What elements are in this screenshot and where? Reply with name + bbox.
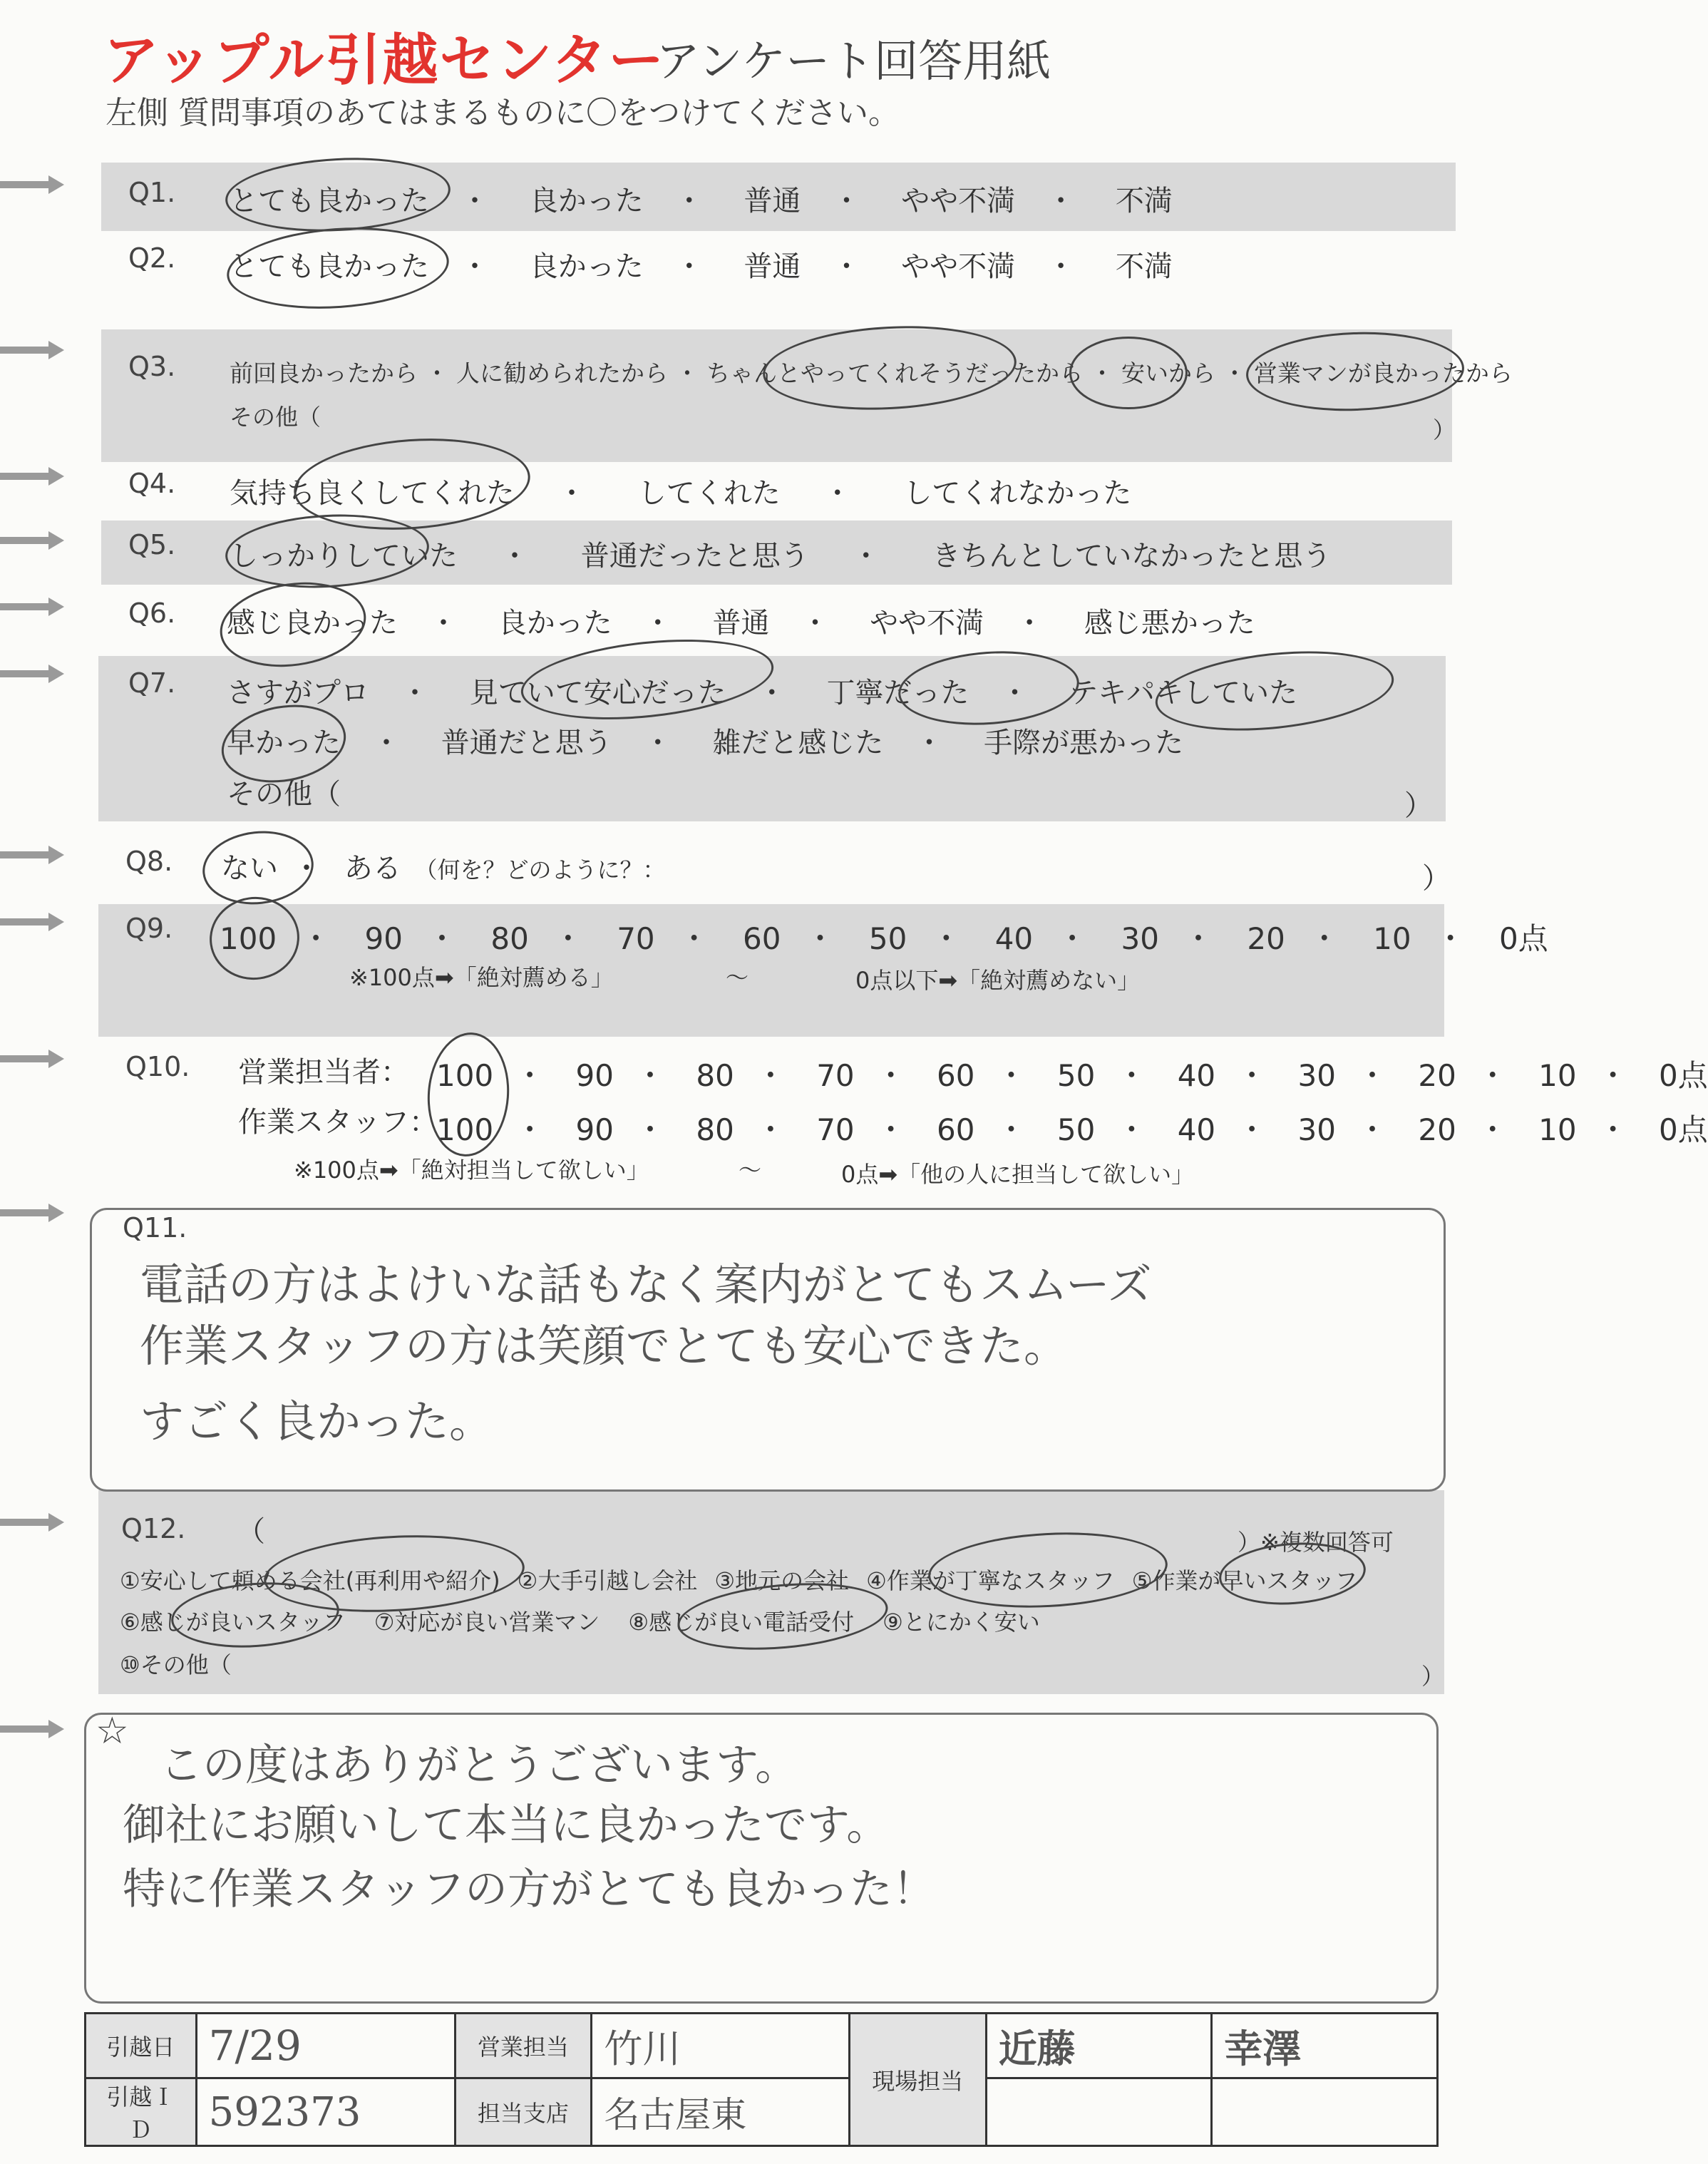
q10-label: Q10. (125, 1051, 190, 1082)
q12-option[interactable]: ④作業が丁寧なスタッフ (866, 1567, 1115, 1594)
q11-handwriting-line: 電話の方はよけいな話もなく案内がとてもスムーズ (140, 1258, 1152, 1311)
q10-sales-score[interactable]: 80 (696, 1058, 734, 1093)
q7-option[interactable]: 雑だと感じた (712, 727, 884, 759)
margin-arrow-icon (0, 1204, 66, 1222)
move-id-handwriting: 592373 (208, 2088, 361, 2135)
branch-handwriting: 名古屋東 (604, 2094, 747, 2135)
q6-option[interactable]: やや不満 (870, 607, 984, 640)
q10-sales-score[interactable]: 70 (816, 1058, 855, 1093)
q12-option[interactable]: ⑥感じが良いスタッフ (120, 1609, 346, 1636)
q9-tilde: 〜 (726, 964, 749, 991)
q12-option[interactable]: ⑤作業が早いスタッフ (1131, 1567, 1358, 1594)
q9-score[interactable]: 30 (1121, 921, 1159, 956)
footer-table (84, 2012, 1439, 2147)
q1-option[interactable]: 普通 (744, 185, 801, 217)
q6-option[interactable]: 普通 (712, 607, 770, 640)
q5-options: しっかりしていた ・ 普通だったと思う ・ きちんとしていなかったと思う (230, 533, 1331, 574)
q3-options[interactable]: 前回良かったから ・ 人に勧められたから ・ ちゃんとやってくれそうだったから ・ 安いから ・ 営業マンが良かったから (230, 359, 1513, 387)
q10-staff-score[interactable]: 10 (1538, 1112, 1577, 1147)
q10-sales-score[interactable]: 10 (1538, 1058, 1577, 1093)
site-staff-label: 現場担当 (849, 2014, 986, 2146)
sales-rep-handwriting: 竹川 (604, 2026, 681, 2071)
q10-note-left: ※100点➡「絶対担当して欲しい」 (294, 1157, 649, 1184)
q10-staff-score[interactable]: 0点 (1659, 1112, 1708, 1147)
q10-staff-score[interactable]: 70 (816, 1112, 855, 1147)
q12-label: Q12. (121, 1513, 186, 1544)
q12-row3[interactable]: ⑩その他（ (120, 1651, 232, 1678)
site-staff-value-2[interactable] (1212, 2014, 1438, 2078)
q10-sales-score[interactable]: 20 (1418, 1058, 1456, 1093)
margin-arrow-icon (0, 175, 66, 194)
q10-sales-label: 営業担当者： (238, 1056, 409, 1089)
q7-close: ） (1404, 789, 1433, 822)
q10-staff-score[interactable]: 60 (937, 1112, 975, 1147)
margin-arrow-icon (0, 1050, 66, 1068)
q2-option[interactable]: やや不満 (901, 250, 1016, 283)
q9-score[interactable]: 90 (364, 921, 403, 956)
margin-arrow-icon (0, 1720, 66, 1738)
site-staff-empty-1[interactable] (986, 2078, 1212, 2146)
q1-option[interactable]: やや不満 (901, 185, 1016, 217)
q3-other[interactable]: その他（ (230, 404, 321, 431)
q9-note-right: 0点以下➡「絶対薦めない」 (855, 967, 1141, 994)
margin-arrow-icon (0, 531, 66, 550)
q10-staff-score[interactable]: 20 (1418, 1112, 1456, 1147)
q5-option[interactable]: しっかりしていた (230, 540, 458, 573)
q7-other[interactable]: その他（ (227, 778, 341, 811)
q1-option[interactable]: 不満 (1115, 185, 1173, 217)
q7-option[interactable]: 普通だと思う (441, 727, 612, 759)
margin-arrow-icon (0, 913, 66, 931)
q4-option[interactable]: してくれなかった (903, 477, 1132, 510)
margin-arrow-icon (0, 341, 66, 359)
move-date-label: 引越日 (86, 2014, 197, 2078)
q9-score[interactable]: 80 (490, 921, 529, 956)
q2-option[interactable]: 普通 (744, 250, 801, 283)
move-id-label: 引越ＩＤ (86, 2078, 197, 2146)
q10-sales-score[interactable]: 90 (575, 1058, 614, 1093)
q7-option[interactable]: さすがプロ (227, 677, 369, 709)
q10-sales-score[interactable]: 40 (1177, 1058, 1216, 1093)
q10-staff-score[interactable]: 80 (696, 1112, 734, 1147)
q9-score[interactable]: 40 (994, 921, 1034, 956)
q7-option[interactable]: 早かった (227, 727, 341, 759)
q12-option[interactable]: ①安心して頼める会社(再利用や紹介) (120, 1567, 500, 1594)
q7-option[interactable]: 手際が悪かった (984, 727, 1184, 759)
q7-option[interactable]: テキパキしていた (1069, 677, 1298, 709)
site-staff-handwriting: 幸澤 (1224, 2025, 1302, 2071)
sales-rep-label: 営業担当 (455, 2014, 592, 2078)
q2-option[interactable]: 良かった (529, 250, 644, 283)
q10-staff-scale: 100 ・ 90 ・ 80 ・ 70 ・ 60 ・ 50 ・ 40 ・ 30 ・ 20 ・ 10 ・ 0点 (436, 1107, 1708, 1149)
q11-handwriting-line: 作業スタッフの方は笑顔でとても安心できた。 (140, 1320, 1069, 1372)
form-title: アンケート回答用紙 (656, 35, 1051, 87)
q10-sales-score[interactable]: 30 (1297, 1058, 1336, 1093)
q10-staff-score[interactable]: 40 (1177, 1112, 1216, 1147)
comment-handwriting-line: 特に作業スタッフの方がとても良かった！ (123, 1865, 935, 1914)
q3-band (101, 329, 1452, 462)
site-staff-handwriting: 近藤 (998, 2025, 1076, 2071)
q6-option[interactable]: 感じ悪かった (1084, 607, 1255, 640)
q4-options: 気持ち良くしてくれた ・ してくれた ・ してくれなかった (230, 471, 1131, 511)
q12-option[interactable]: ⑦対応が良い営業マン (374, 1609, 600, 1636)
q9-score[interactable]: 0点 (1499, 921, 1548, 956)
q12-note: ）※複数回答可 (1238, 1529, 1394, 1556)
q10-staff-score[interactable]: 30 (1297, 1112, 1336, 1147)
brand-title: アップル引越センター (103, 29, 666, 93)
q10-staff-score[interactable]: 90 (575, 1112, 614, 1147)
move-date-value[interactable] (196, 2014, 455, 2078)
q8-close: ） (1422, 862, 1451, 895)
q1-option[interactable]: とても良かった (230, 185, 429, 217)
q11-label: Q11. (123, 1212, 187, 1243)
q10-note-right: 0点➡「他の人に担当して欲しい」 (841, 1161, 1195, 1188)
site-staff-value-1[interactable] (986, 2014, 1212, 2078)
q7-line1: さすがプロ ・ 見ていて安心だった ・ 丁寧だった ・ テキパキしていた (227, 670, 1297, 711)
q10-staff-score[interactable]: 100 (436, 1112, 494, 1147)
q12-close: ） (1421, 1663, 1445, 1690)
q2-option[interactable]: とても良かった (230, 250, 429, 283)
q12-option[interactable]: ②大手引越し会社 (517, 1567, 698, 1594)
q12-option[interactable]: ③地元の会社 (714, 1567, 850, 1594)
q9-score[interactable]: 100 (220, 921, 277, 956)
margin-arrow-icon (0, 598, 66, 616)
q9-score[interactable]: 10 (1373, 921, 1411, 956)
q12-option[interactable]: ⑧感じが良い電話受付 (628, 1609, 855, 1636)
q7-option[interactable]: 丁寧だった (826, 677, 969, 709)
q6-options: 感じ良かった ・ 良かった ・ 普通 ・ やや不満 ・ 感じ悪かった (227, 600, 1255, 641)
q12-option[interactable]: ⑨とにかく安い (883, 1609, 1040, 1636)
q11-handwriting-line: すごく良かった。 (140, 1395, 494, 1447)
q4-label: Q4. (128, 468, 176, 499)
instruction-text: 左側 質問事項のあてはまるものに〇をつけてください。 (106, 95, 900, 131)
q5-label: Q5. (128, 529, 176, 560)
branch-value[interactable] (592, 2078, 850, 2146)
q1-option[interactable]: 良かった (529, 185, 644, 217)
q7-line2: 早かった ・ 普通だと思う ・ 雑だと感じた ・ 手際が悪かった (227, 720, 1183, 761)
q10-sales-scale: 100 ・ 90 ・ 80 ・ 70 ・ 60 ・ 50 ・ 40 ・ 30 ・ 20 ・ 10 ・ 0点 (436, 1052, 1708, 1095)
answer-circle (1069, 337, 1188, 409)
comment-handwriting-line: この度はありがとうございます。 (160, 1740, 798, 1790)
q9-label: Q9. (125, 913, 173, 944)
q9-score[interactable]: 60 (743, 921, 781, 956)
q8-prompt[interactable]: （何を？どのように？： (414, 856, 666, 883)
q12-open: （ (237, 1515, 265, 1548)
q10-staff-score[interactable]: 50 (1056, 1112, 1096, 1147)
q5-option[interactable]: 普通だったと思う (580, 540, 809, 573)
move-date-handwriting: 7/29 (208, 2021, 302, 2070)
q3-label: Q3. (128, 351, 176, 382)
q6-option[interactable]: 感じ良かった (227, 607, 398, 640)
site-staff-empty-2[interactable] (1212, 2078, 1438, 2146)
margin-arrow-icon (0, 467, 66, 486)
q10-sales-score[interactable]: 0点 (1659, 1058, 1708, 1093)
q8-option-none[interactable]: ない (221, 852, 278, 885)
q2-options: とても良かった ・ 良かった ・ 普通 ・ やや不満 ・ 不満 (230, 244, 1173, 284)
q8-row: ない ・ ある （何を？どのように？： (221, 846, 665, 886)
q7-option[interactable]: 見ていて安心だった (469, 677, 726, 709)
margin-arrow-icon (0, 1513, 66, 1532)
q4-option[interactable]: 気持ち良くしてくれた (230, 477, 515, 510)
q10-sales-score[interactable]: 60 (937, 1058, 975, 1093)
q10-sales-score[interactable]: 100 (436, 1058, 494, 1093)
q8-label: Q8. (125, 846, 173, 877)
q9-note-left: ※100点➡「絶対薦める」 (349, 964, 614, 991)
q1-options: とても良かった ・ 良かった ・ 普通 ・ やや不満 ・ 不満 (230, 178, 1173, 219)
q10-sales-score[interactable]: 50 (1056, 1058, 1096, 1093)
branch-label: 担当支店 (455, 2078, 592, 2146)
margin-arrow-icon (0, 665, 66, 683)
q6-label: Q6. (128, 598, 176, 629)
q5-option[interactable]: きちんとしていなかったと思う (932, 540, 1332, 573)
move-id-value[interactable] (196, 2078, 455, 2146)
q4-option[interactable]: してくれた (637, 477, 781, 510)
q3-close: ） (1433, 416, 1456, 443)
q1-label: Q1. (128, 177, 176, 208)
answer-circle (224, 220, 451, 315)
q9-score[interactable]: 50 (868, 921, 907, 956)
margin-arrow-icon (0, 846, 66, 864)
q10-staff-label: 作業スタッフ： (238, 1106, 438, 1139)
star-icon: ☆ (96, 1710, 129, 1753)
q2-option[interactable]: 不満 (1115, 250, 1173, 283)
q9-scale: 100 ・ 90 ・ 80 ・ 70 ・ 60 ・ 50 ・ 40 ・ 30 ・ 20 ・ 10 ・ 0点 (220, 916, 1548, 958)
q2-label: Q2. (128, 242, 176, 274)
q7-label: Q7. (128, 667, 176, 699)
q6-option[interactable]: 良かった (498, 607, 612, 640)
q10-tilde: 〜 (739, 1157, 762, 1184)
q8-option-yes[interactable]: ある (344, 852, 401, 885)
comment-handwriting-line: 御社にお願いして本当に良かったです。 (123, 1800, 890, 1850)
sales-rep-value[interactable] (592, 2014, 850, 2078)
q9-score[interactable]: 70 (617, 921, 655, 956)
q9-score[interactable]: 20 (1247, 921, 1285, 956)
